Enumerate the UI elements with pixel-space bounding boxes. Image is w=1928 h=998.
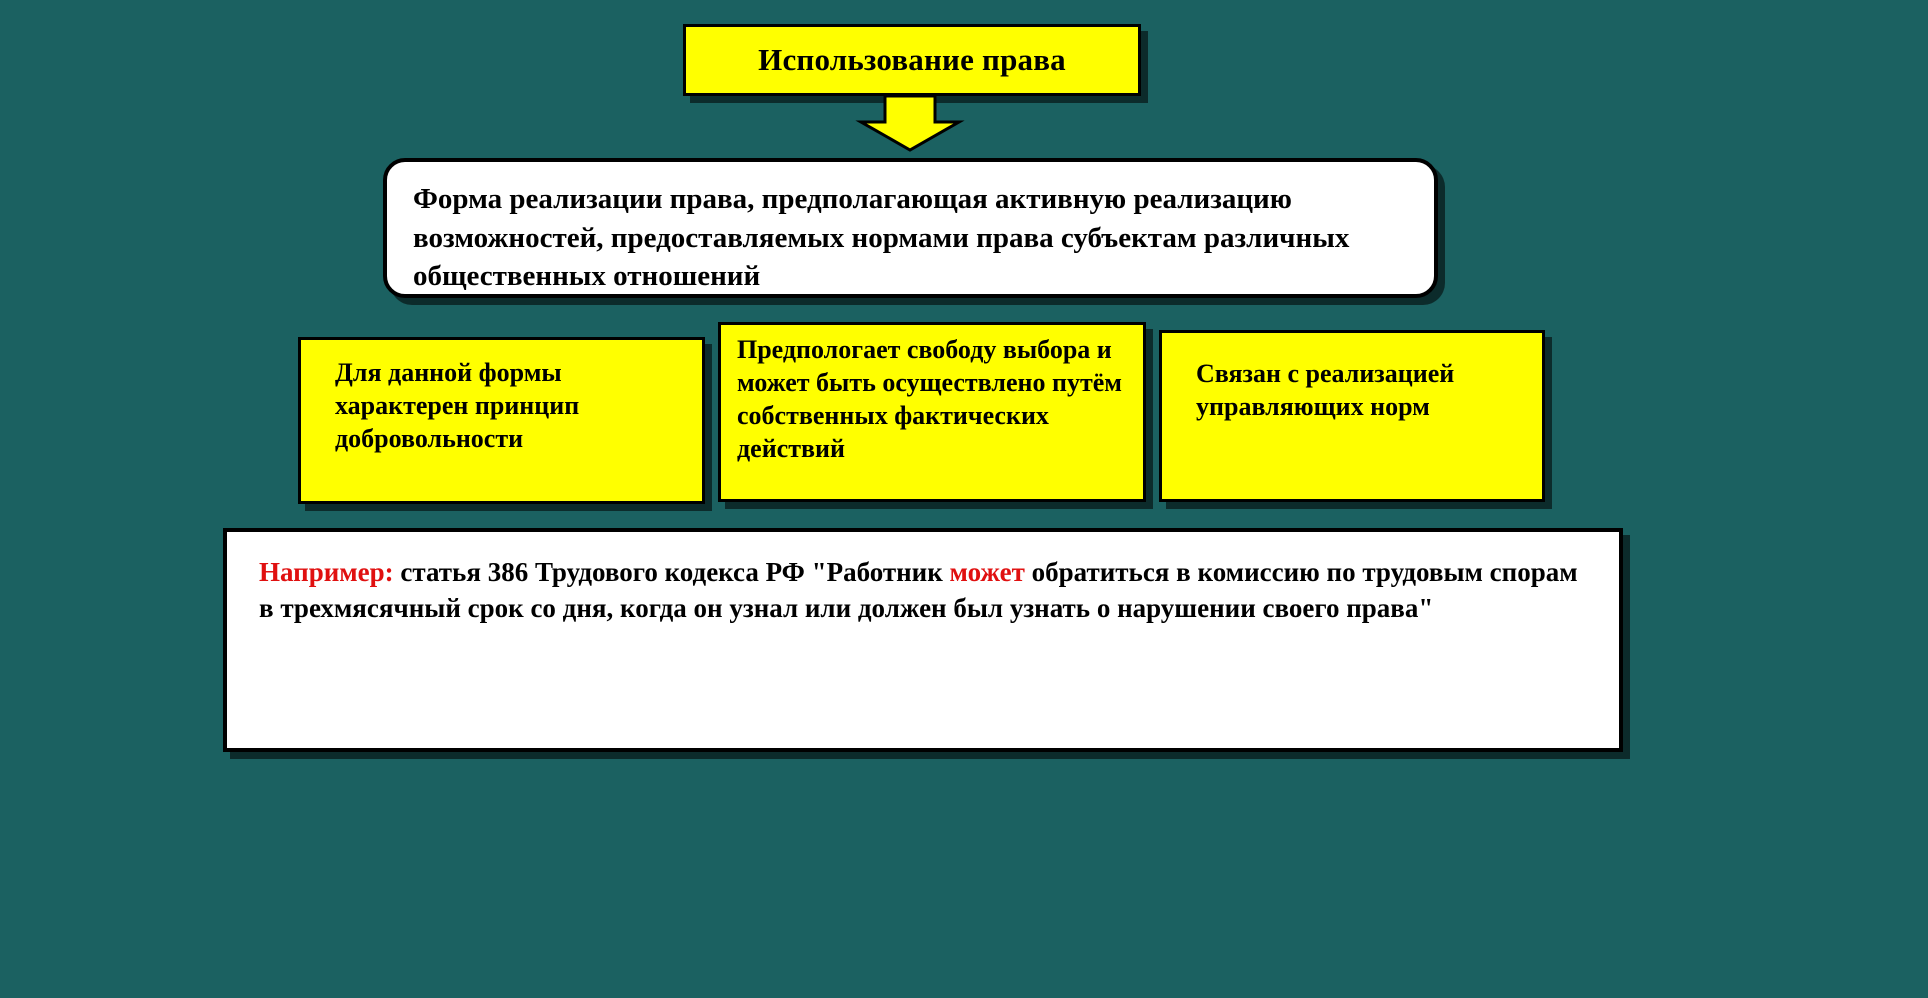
feature-box-managing-norms xyxy=(1159,330,1545,502)
diagram-title-text: Использование права xyxy=(758,42,1066,77)
feature-box-voluntariness xyxy=(298,337,705,504)
feature-text: Связан с реализацией управляющих норм xyxy=(1196,359,1455,422)
diagram-title-box xyxy=(683,24,1141,96)
feature-text: Для данной формы характерен принцип добровольности xyxy=(335,358,580,454)
example-part-2: обратиться в комиссию по трудовым спорам в трехмясячный срок со дня, когда он узнал или должен был узнать о нарушении своего права" xyxy=(259,557,1578,624)
example-highlight: может xyxy=(949,557,1025,587)
feature-text: Предпологает свободу выбора и может быть осуществлено путём собственных фактических действий xyxy=(737,335,1122,464)
example-text xyxy=(259,554,1591,627)
feature-box-freedom-of-choice xyxy=(718,322,1146,502)
definition-box xyxy=(383,158,1438,298)
down-arrow-icon xyxy=(855,96,965,152)
definition-text: Форма реализации права, предполагающая активную реализацию возможностей, предоставляемых нормами права субъектам различных общественных отношений xyxy=(413,183,1350,293)
example-part-1: статья 386 Трудового кодекса РФ "Работник xyxy=(393,557,950,587)
example-label: Например: xyxy=(259,557,394,587)
example-box xyxy=(223,528,1623,752)
